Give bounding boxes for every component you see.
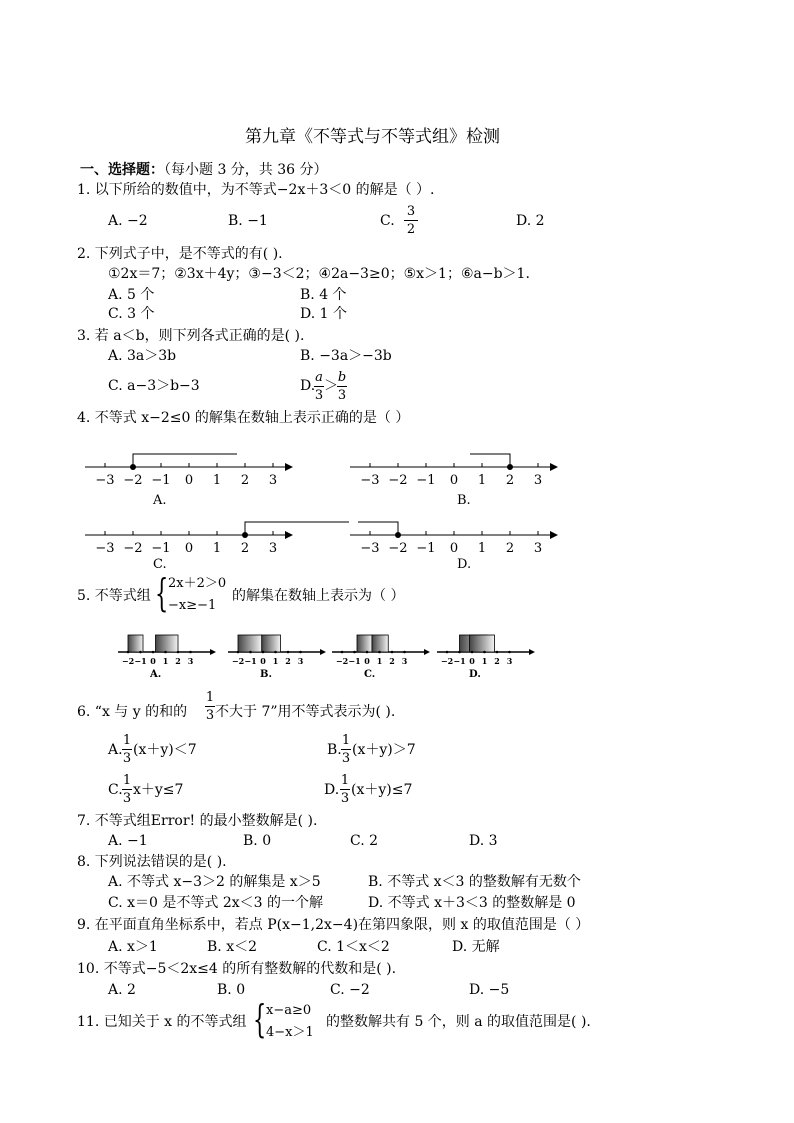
q5-line1: 2x＋2＞0: [168, 576, 227, 591]
q2-option-b: B. 4 个: [300, 287, 347, 303]
question-9-stem: 9. 在平面直角坐标系中，若点 P(x−1,2x−4)在第四象限，则 x 的取值范围是（ ）: [77, 917, 590, 933]
q9-option-c: C. 1＜x＜2: [317, 939, 390, 955]
axis-tick-dot: [353, 651, 356, 654]
q3-option-d-gt: ＞: [324, 378, 338, 394]
q6-option-d-fraction: [340, 773, 350, 806]
fraction-numerator: 3: [406, 204, 416, 219]
question-5-stem-prefix: 5. 不等式组: [77, 588, 151, 604]
tick-label: 3: [533, 473, 543, 488]
axis-tick-dot: [299, 651, 302, 654]
tick-label: −2: [123, 473, 143, 488]
q11-line2: 4−x＞1: [266, 1025, 314, 1040]
tick-label: 0: [469, 656, 475, 666]
solution-ray: [245, 522, 349, 535]
q3-option-d-fraction-a: [314, 370, 324, 403]
q6-option-d: (x＋y)≤7: [351, 782, 413, 798]
shaded-region: [470, 635, 495, 652]
axis-tick-dot: [403, 651, 406, 654]
axis-arrow: [550, 531, 558, 539]
tick-label: 0: [184, 541, 194, 556]
tick-label: 2: [285, 656, 291, 666]
axis-arrow: [285, 463, 293, 471]
tick-label: 0: [364, 656, 370, 666]
q6-option-a-fraction: [122, 733, 132, 766]
tick-label: −3: [360, 541, 380, 556]
axis-tick-dot: [237, 651, 240, 654]
q3-option-c: C. a−3＞b−3: [108, 378, 200, 394]
tick-label: 0: [150, 656, 156, 666]
q9-option-d: D. 无解: [452, 939, 500, 955]
q7-option-a: A. −1: [108, 833, 148, 849]
q8-option-a: A. 不等式 x−3＞2 的解集是 x＞5: [108, 874, 321, 890]
q8-option-c: C. x＝0 是不等式 2x＜3 的一个解: [108, 895, 323, 911]
tick-label: 1: [481, 656, 488, 666]
q6-option-c-fraction: [122, 773, 132, 806]
section-heading-label: 一、选择题：: [80, 162, 164, 178]
axis-tick-dot: [249, 651, 252, 654]
tick-label: 0: [449, 473, 459, 488]
tick-label: −1: [151, 473, 171, 488]
axis-tick-dot: [496, 651, 499, 654]
axis-tick-dot: [446, 651, 449, 654]
question-11-stem-prefix: 11. 已知关于 x 的不等式组: [77, 1014, 247, 1030]
axis-tick-dot: [471, 651, 474, 654]
question-11-stem-suffix: 的整数解共有 5 个，则 a 的取值范围是( ).: [326, 1014, 591, 1030]
fraction-numerator: 1: [341, 733, 351, 748]
q6-option-c-prefix: C.: [108, 782, 123, 798]
q5-brace: {: [155, 571, 169, 615]
tick-label: 3: [268, 473, 278, 488]
option-label: B.: [457, 493, 471, 508]
tick-label: −2: [440, 656, 454, 666]
q3-option-a: A. 3a＞3b: [108, 348, 177, 364]
question-7-stem: 7. 不等式组Error! 的最小整数解是( ).: [77, 813, 318, 829]
tick-label: 2: [494, 656, 500, 666]
shaded-region: [357, 635, 372, 652]
fraction-denominator: 3: [340, 791, 350, 806]
tick-label: −1: [134, 656, 147, 666]
axis-arrow: [529, 649, 535, 655]
tick-label: 1: [162, 656, 169, 666]
q6-option-a-prefix: A.: [108, 742, 123, 758]
option-label: D.: [457, 557, 472, 572]
tick-label: −3: [95, 541, 115, 556]
axis-tick-dot: [391, 651, 394, 654]
q3-option-b: B. −3a＞−3b: [300, 348, 392, 364]
tick-label: −2: [121, 656, 135, 666]
tick-label: 3: [401, 656, 408, 666]
axis-tick-dot: [366, 651, 369, 654]
q7-option-b: B. 0: [243, 833, 272, 849]
option-label: C.: [364, 669, 376, 680]
fraction-denominator: 2: [406, 222, 416, 237]
option-label: D.: [469, 669, 481, 680]
tick-label: 2: [175, 656, 181, 666]
tick-label: −3: [360, 473, 380, 488]
question-4-stem: 4. 不等式 x−2≤0 的解集在数轴上表示正确的是（ ）: [77, 410, 410, 426]
q6-option-b: (x＋y)＞7: [352, 742, 416, 758]
shaded-region: [156, 635, 179, 652]
axis-tick-dot: [127, 651, 130, 654]
shaded-region: [128, 635, 143, 652]
axis-tick-dot: [274, 651, 277, 654]
question-1-stem: 1. 以下所给的数值中，为不等式−2x＋3＜0 的解是（ ）.: [77, 182, 435, 198]
tick-label: −2: [335, 656, 349, 666]
axis-arrow: [424, 649, 430, 655]
fraction-numerator: 1: [122, 733, 132, 748]
solution-ray: [470, 454, 510, 467]
q5-number-lines: [0, 625, 794, 683]
q10-option-d: D. −5: [469, 982, 510, 998]
tick-label: 0: [184, 473, 194, 488]
endpoint-dot: [395, 532, 401, 538]
option-label: C.: [153, 557, 167, 572]
q7-option-d: D. 3: [469, 833, 498, 849]
tick-label: −1: [348, 656, 361, 666]
axis-tick-dot: [262, 651, 265, 654]
tick-label: 1: [212, 541, 222, 556]
tick-label: 1: [212, 473, 222, 488]
q11-brace: {: [253, 997, 267, 1041]
q4-number-lines: [0, 440, 794, 575]
option-label: A.: [153, 493, 167, 508]
question-8-stem: 8. 下列说法错误的是( ).: [77, 854, 227, 870]
axis-tick-dot: [341, 651, 344, 654]
axis-arrow: [320, 649, 326, 655]
axis-tick-dot: [139, 651, 142, 654]
q9-option-b: B. x＜2: [207, 939, 257, 955]
tick-label: 3: [297, 656, 304, 666]
q6-stem-fraction: [205, 690, 215, 723]
tick-label: 3: [506, 656, 513, 666]
shaded-region: [372, 635, 388, 652]
axis-tick-dot: [378, 651, 381, 654]
tick-label: 3: [533, 541, 543, 556]
q1-option-c: C.: [380, 213, 395, 229]
q3-option-d-prefix: D.: [300, 378, 316, 394]
tick-label: −1: [453, 656, 466, 666]
option-label: B.: [260, 669, 272, 680]
fraction-denominator: 3: [122, 791, 132, 806]
axis-tick-dot: [458, 651, 461, 654]
q6-option-d-prefix: D.: [324, 782, 340, 798]
q2-option-d: D. 1 个: [300, 306, 347, 322]
axis-tick-dot: [164, 651, 167, 654]
fraction-numerator: 1: [340, 773, 350, 788]
q10-option-b: B. 0: [217, 982, 246, 998]
tick-label: 3: [187, 656, 194, 666]
tick-label: 2: [240, 473, 250, 488]
q6-option-a: (x＋y)＜7: [133, 742, 197, 758]
tick-label: 1: [477, 541, 487, 556]
q6-option-b-fraction: [341, 733, 351, 766]
tick-label: −2: [388, 541, 408, 556]
shaded-region: [238, 635, 262, 652]
tick-label: −1: [416, 541, 436, 556]
fraction-denominator: 3: [314, 388, 324, 403]
fraction-numerator: a: [315, 370, 323, 385]
q10-option-c: C. −2: [330, 982, 370, 998]
tick-label: 1: [272, 656, 279, 666]
question-3-stem: 3. 若 a＜b，则下列各式正确的是( ).: [77, 328, 305, 344]
q1-option-b: B. −1: [228, 213, 268, 229]
fraction-denominator: 3: [122, 751, 132, 766]
tick-label: −2: [388, 473, 408, 488]
q2-items: ①2x＝7；②3x＋4y；③−3＜2；④2a−3≥0；⑤x＞1；⑥a−b＞1.: [108, 266, 530, 282]
solution-ray: [358, 522, 398, 535]
tick-label: 2: [389, 656, 395, 666]
page-title: 第九章《不等式与不等式组》检测: [245, 127, 500, 147]
axis-tick-dot: [189, 651, 192, 654]
axis-tick-dot: [508, 651, 511, 654]
tick-label: 1: [376, 656, 383, 666]
fraction-denominator: 3: [205, 708, 215, 723]
question-10-stem: 10. 不等式−5＜2x≤4 的所有整数解的代数和是( ).: [77, 961, 397, 977]
q8-option-d: D. 不等式 x＋3＜3 的整数解是 0: [368, 895, 576, 911]
tick-label: −1: [151, 541, 171, 556]
q6-option-c: x＋y≤7: [133, 782, 184, 798]
fraction-denominator: 3: [341, 751, 351, 766]
section-heading-note: （每小题 3 分，共 36 分）: [164, 162, 328, 178]
question-6-stem-prefix: 6. “x 与 y 的和的: [77, 704, 188, 720]
axis-tick-dot: [287, 651, 290, 654]
tick-label: 2: [505, 473, 515, 488]
q1-option-c-fraction: [404, 204, 418, 237]
tick-label: 2: [505, 541, 515, 556]
tick-label: 0: [260, 656, 266, 666]
tick-label: 0: [449, 541, 459, 556]
axis-tick-dot: [483, 651, 486, 654]
tick-label: −1: [416, 473, 436, 488]
fraction-numerator: b: [337, 370, 347, 385]
solution-ray: [133, 454, 237, 467]
question-6-stem-suffix: 不大于 7”用不等式表示为( ).: [215, 704, 396, 720]
q11-line1: x−a≥0: [266, 1003, 312, 1018]
axis-tick-dot: [152, 651, 155, 654]
endpoint-dot: [130, 464, 136, 470]
axis-arrow: [210, 649, 216, 655]
q1-option-d: D. 2: [516, 213, 545, 229]
axis-arrow: [285, 531, 293, 539]
endpoint-dot: [507, 464, 513, 470]
option-label: A.: [150, 669, 162, 680]
q7-option-c: C. 2: [350, 833, 379, 849]
axis-tick-dot: [177, 651, 180, 654]
axis-arrow: [550, 463, 558, 471]
q9-option-a: A. x＞1: [108, 939, 158, 955]
q8-option-b: B. 不等式 x＜3 的整数解有无数个: [368, 874, 581, 890]
q2-option-a: A. 5 个: [108, 287, 155, 303]
tick-label: −2: [123, 541, 143, 556]
tick-label: 3: [268, 541, 278, 556]
tick-label: −1: [244, 656, 257, 666]
q3-option-d-fraction-b: [337, 370, 347, 403]
tick-label: −2: [231, 656, 245, 666]
fraction-denominator: 3: [337, 388, 347, 403]
shaded-region: [262, 635, 281, 652]
question-5-stem-suffix: 的解集在数轴上表示为（ ）: [232, 588, 405, 604]
q1-option-a: A. −2: [108, 213, 148, 229]
fraction-numerator: 1: [122, 773, 132, 788]
tick-label: 2: [240, 541, 250, 556]
question-2-stem: 2. 下列式子中，是不等式的有( ).: [77, 246, 283, 262]
section-heading: [80, 161, 328, 179]
endpoint-dot: [242, 532, 248, 538]
q6-option-b-prefix: B.: [327, 742, 342, 758]
fraction-numerator: 1: [205, 690, 215, 705]
q5-line2: −x≥−1: [168, 598, 217, 613]
tick-label: −3: [95, 473, 115, 488]
q2-option-c: C. 3 个: [108, 306, 155, 322]
q10-option-a: A. 2: [108, 982, 136, 998]
tick-label: 1: [477, 473, 487, 488]
